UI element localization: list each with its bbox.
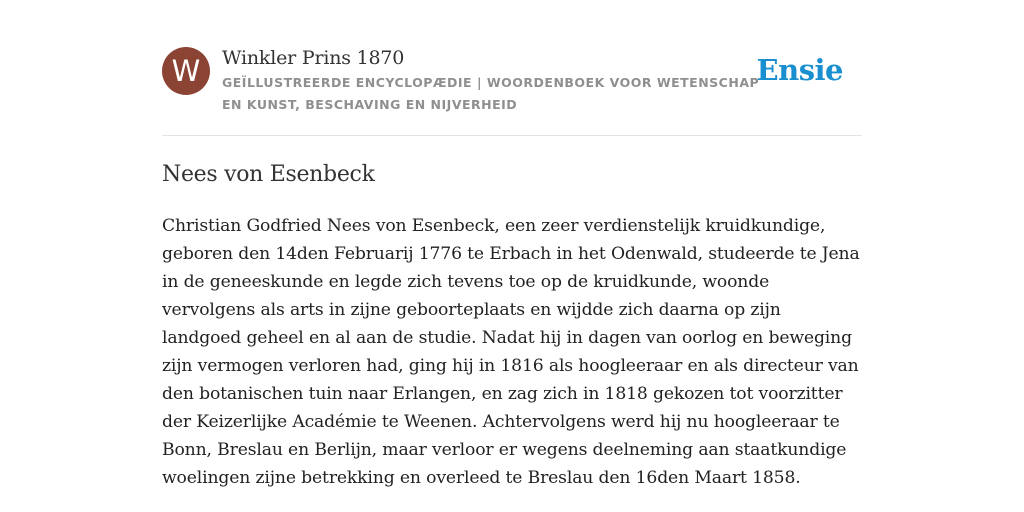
ensie-logo[interactable]: Ensie xyxy=(756,53,843,87)
source-subtitle: GEÏLLUSTREERDE ENCYCLOPÆDIE | WOORDENBOEK VOOR WETENSCHAP EN KUNST, BESCHAVING EN NIJVERHEID xyxy=(222,75,760,112)
source-title[interactable]: Winkler Prins 1870 xyxy=(222,47,405,69)
header-divider xyxy=(162,135,862,136)
entry-body: Christian Godfried Nees von Esenbeck, een zeer verdienstelijk kruidkundige, geboren den 14den Februarij 1776 te Erbach in het Odenwald, studeerde te Jena in de geneeskunde en legde zich tevens toe op de kruidkunde, woonde vervolgens als arts in zijne geboorteplaats en wijdde zich daarna op zijn landgoed geheel en al aan de studie. Nadat hij in dagen van oorlog en beweging zijn vermogen verloren had, ging hij in 1816 als hoogleeraar en als directeur van den botanischen tuin naar Erlangen, en zag zich in 1818 gekozen tot voorzitter der Keizerlijke Académie te Weenen. Achtervolgens werd hij nu hoogleeraar te Bonn, Breslau en Berlijn, maar verloor er wegens deelneming aan staatkundige woelingen zijne betrekking en overleed te Breslau den 16den Maart 1858. xyxy=(162,216,860,488)
entry-title: Nees von Esenbeck xyxy=(162,162,375,187)
source-header xyxy=(162,46,862,136)
source-avatar[interactable]: W xyxy=(162,47,210,95)
